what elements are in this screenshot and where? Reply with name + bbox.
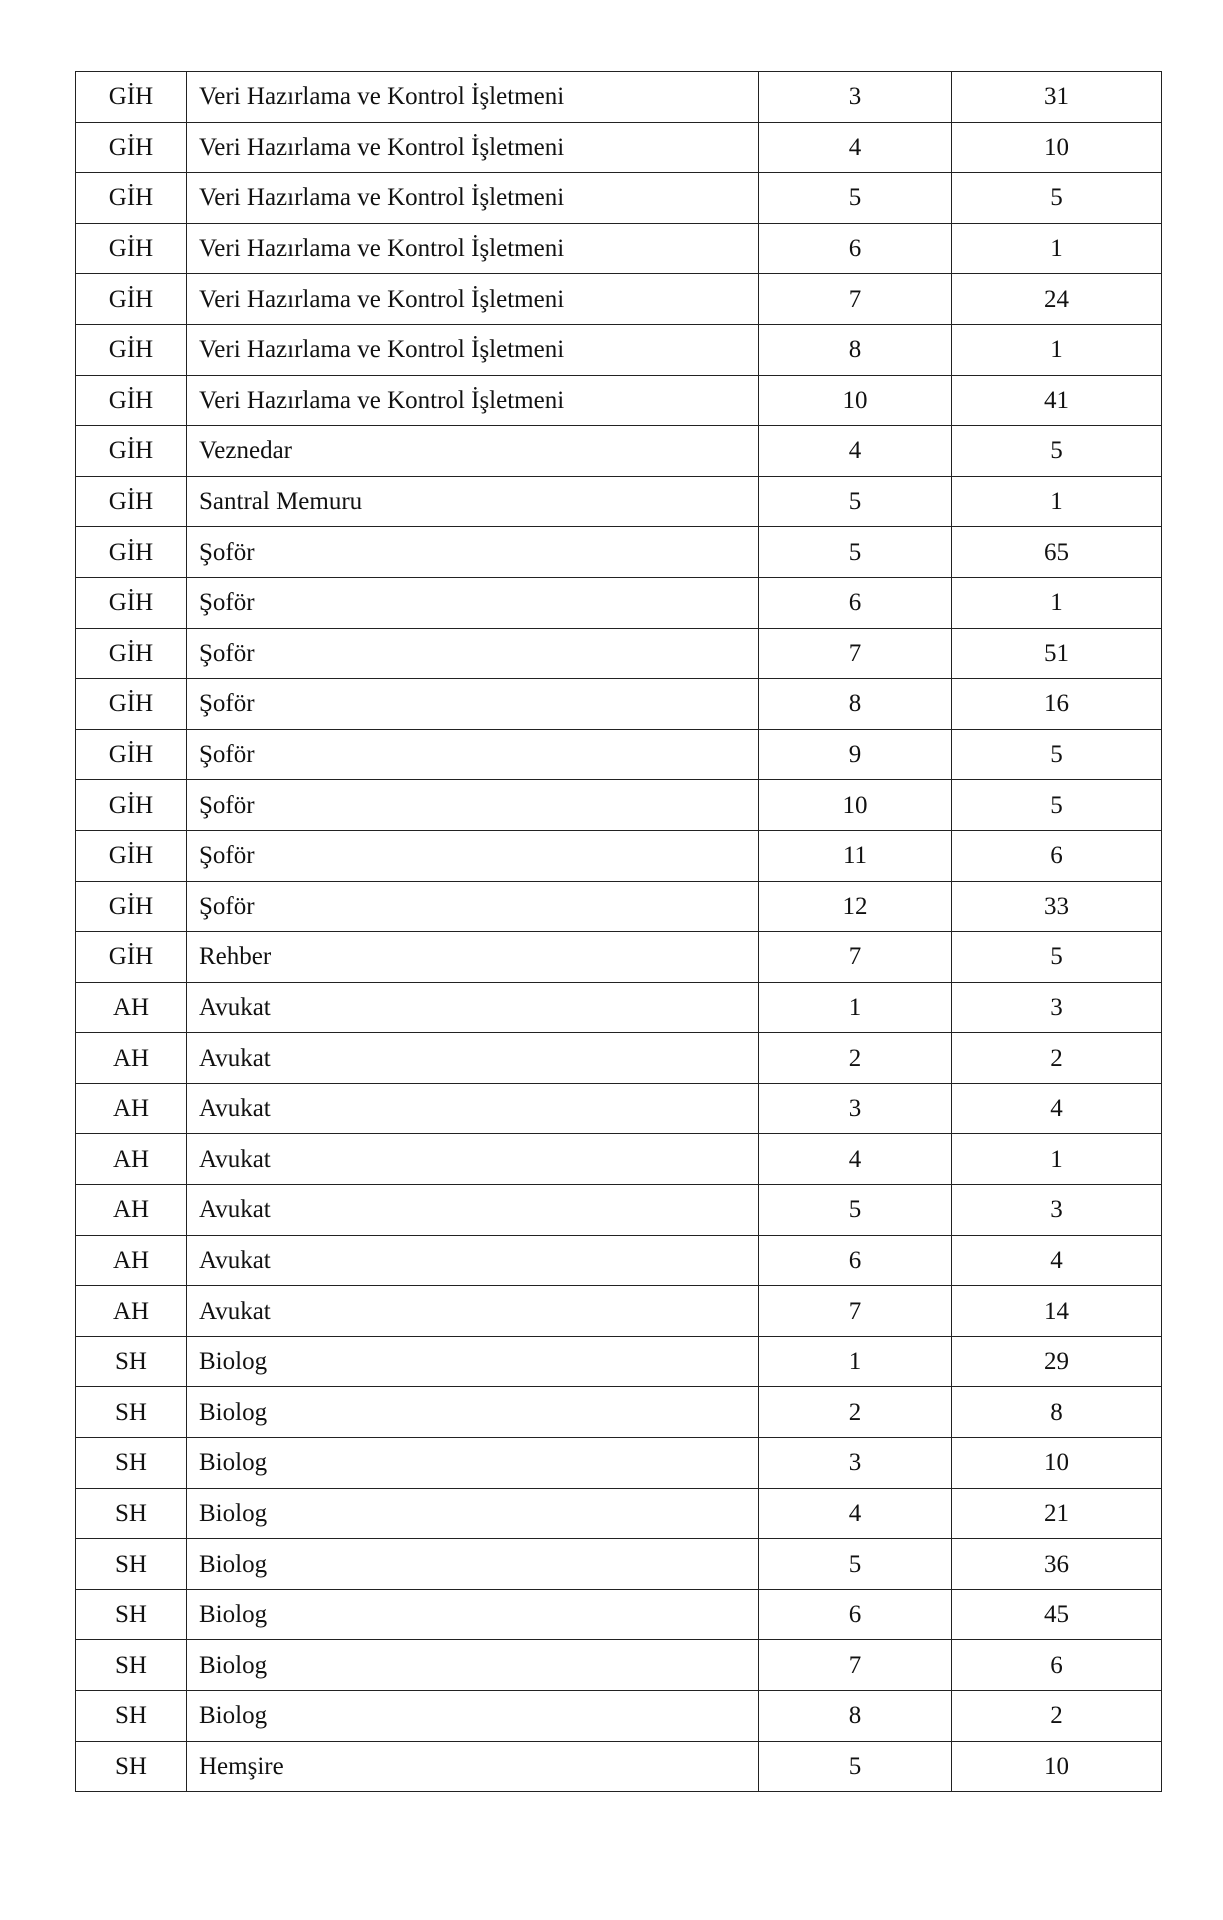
position-title-cell: Biolog <box>187 1387 759 1438</box>
grade-cell: 1 <box>759 982 952 1033</box>
grade-cell: 3 <box>759 1083 952 1134</box>
class-code-cell: AH <box>76 1083 187 1134</box>
position-title-cell: Avukat <box>187 982 759 1033</box>
position-title-cell: Avukat <box>187 1134 759 1185</box>
count-cell: 14 <box>952 1286 1162 1337</box>
count-cell: 16 <box>952 679 1162 730</box>
position-title-cell: Avukat <box>187 1286 759 1337</box>
grade-cell: 7 <box>759 1640 952 1691</box>
position-title-cell: Veri Hazırlama ve Kontrol İşletmeni <box>187 122 759 173</box>
table-row <box>76 1134 1162 1185</box>
count-cell: 29 <box>952 1336 1162 1387</box>
staff-table <box>75 71 1162 1792</box>
class-code-cell: GİH <box>76 830 187 881</box>
count-cell: 41 <box>952 375 1162 426</box>
table-row <box>76 1539 1162 1590</box>
grade-cell: 3 <box>759 72 952 123</box>
grade-cell: 5 <box>759 173 952 224</box>
table-row <box>76 881 1162 932</box>
grade-cell: 7 <box>759 628 952 679</box>
class-code-cell: GİH <box>76 881 187 932</box>
count-cell: 1 <box>952 476 1162 527</box>
position-title-cell: Şoför <box>187 780 759 831</box>
class-code-cell: GİH <box>76 375 187 426</box>
count-cell: 31 <box>952 72 1162 123</box>
position-title-cell: Santral Memuru <box>187 476 759 527</box>
grade-cell: 4 <box>759 1134 952 1185</box>
position-title-cell: Avukat <box>187 1185 759 1236</box>
table-row <box>76 527 1162 578</box>
count-cell: 1 <box>952 223 1162 274</box>
position-title-cell: Veri Hazırlama ve Kontrol İşletmeni <box>187 223 759 274</box>
grade-cell: 5 <box>759 1185 952 1236</box>
position-title-cell: Biolog <box>187 1488 759 1539</box>
grade-cell: 8 <box>759 324 952 375</box>
class-code-cell: GİH <box>76 527 187 578</box>
table-row <box>76 830 1162 881</box>
grade-cell: 10 <box>759 780 952 831</box>
count-cell: 1 <box>952 324 1162 375</box>
position-title-cell: Şoför <box>187 628 759 679</box>
grade-cell: 6 <box>759 1589 952 1640</box>
position-title-cell: Şoför <box>187 679 759 730</box>
count-cell: 65 <box>952 527 1162 578</box>
table-row <box>76 1185 1162 1236</box>
table-row <box>76 72 1162 123</box>
table-row <box>76 729 1162 780</box>
position-title-cell: Veri Hazırlama ve Kontrol İşletmeni <box>187 324 759 375</box>
class-code-cell: SH <box>76 1539 187 1590</box>
table-row <box>76 1488 1162 1539</box>
position-title-cell: Şoför <box>187 577 759 628</box>
position-title-cell: Veznedar <box>187 426 759 477</box>
position-title-cell: Avukat <box>187 1033 759 1084</box>
count-cell: 4 <box>952 1083 1162 1134</box>
grade-cell: 6 <box>759 577 952 628</box>
position-title-cell: Avukat <box>187 1235 759 1286</box>
class-code-cell: SH <box>76 1691 187 1742</box>
count-cell: 10 <box>952 1438 1162 1489</box>
grade-cell: 1 <box>759 1336 952 1387</box>
count-cell: 33 <box>952 881 1162 932</box>
table-row <box>76 932 1162 983</box>
position-title-cell: Şoför <box>187 830 759 881</box>
table-row <box>76 577 1162 628</box>
position-title-cell: Veri Hazırlama ve Kontrol İşletmeni <box>187 375 759 426</box>
class-code-cell: AH <box>76 982 187 1033</box>
class-code-cell: GİH <box>76 122 187 173</box>
grade-cell: 6 <box>759 1235 952 1286</box>
count-cell: 5 <box>952 932 1162 983</box>
class-code-cell: SH <box>76 1741 187 1792</box>
position-title-cell: Biolog <box>187 1691 759 1742</box>
grade-cell: 2 <box>759 1033 952 1084</box>
table-row <box>76 1438 1162 1489</box>
table-row <box>76 1691 1162 1742</box>
grade-cell: 3 <box>759 1438 952 1489</box>
class-code-cell: GİH <box>76 223 187 274</box>
table-row <box>76 1640 1162 1691</box>
table-row <box>76 1083 1162 1134</box>
count-cell: 4 <box>952 1235 1162 1286</box>
grade-cell: 9 <box>759 729 952 780</box>
table-row <box>76 1741 1162 1792</box>
count-cell: 5 <box>952 426 1162 477</box>
table-row <box>76 1033 1162 1084</box>
staff-table-body <box>76 72 1162 1792</box>
class-code-cell: GİH <box>76 577 187 628</box>
grade-cell: 5 <box>759 1741 952 1792</box>
count-cell: 2 <box>952 1033 1162 1084</box>
grade-cell: 5 <box>759 527 952 578</box>
position-title-cell: Veri Hazırlama ve Kontrol İşletmeni <box>187 173 759 224</box>
table-row <box>76 274 1162 325</box>
position-title-cell: Biolog <box>187 1589 759 1640</box>
class-code-cell: SH <box>76 1336 187 1387</box>
grade-cell: 12 <box>759 881 952 932</box>
grade-cell: 4 <box>759 426 952 477</box>
class-code-cell: SH <box>76 1387 187 1438</box>
class-code-cell: GİH <box>76 426 187 477</box>
class-code-cell: AH <box>76 1185 187 1236</box>
position-title-cell: Veri Hazırlama ve Kontrol İşletmeni <box>187 274 759 325</box>
class-code-cell: AH <box>76 1235 187 1286</box>
position-title-cell: Rehber <box>187 932 759 983</box>
table-row <box>76 476 1162 527</box>
table-row <box>76 324 1162 375</box>
grade-cell: 8 <box>759 1691 952 1742</box>
position-title-cell: Hemşire <box>187 1741 759 1792</box>
class-code-cell: SH <box>76 1589 187 1640</box>
grade-cell: 10 <box>759 375 952 426</box>
position-title-cell: Biolog <box>187 1539 759 1590</box>
table-row <box>76 375 1162 426</box>
count-cell: 5 <box>952 780 1162 831</box>
position-title-cell: Şoför <box>187 527 759 578</box>
grade-cell: 11 <box>759 830 952 881</box>
position-title-cell: Veri Hazırlama ve Kontrol İşletmeni <box>187 72 759 123</box>
position-title-cell: Biolog <box>187 1336 759 1387</box>
grade-cell: 7 <box>759 1286 952 1337</box>
table-row <box>76 1589 1162 1640</box>
position-title-cell: Biolog <box>187 1640 759 1691</box>
table-row <box>76 780 1162 831</box>
count-cell: 36 <box>952 1539 1162 1590</box>
grade-cell: 4 <box>759 122 952 173</box>
table-row <box>76 1286 1162 1337</box>
position-title-cell: Avukat <box>187 1083 759 1134</box>
table-row <box>76 1387 1162 1438</box>
class-code-cell: GİH <box>76 72 187 123</box>
count-cell: 1 <box>952 1134 1162 1185</box>
count-cell: 21 <box>952 1488 1162 1539</box>
class-code-cell: GİH <box>76 780 187 831</box>
class-code-cell: SH <box>76 1438 187 1489</box>
count-cell: 10 <box>952 1741 1162 1792</box>
count-cell: 1 <box>952 577 1162 628</box>
position-title-cell: Biolog <box>187 1438 759 1489</box>
count-cell: 5 <box>952 729 1162 780</box>
count-cell: 45 <box>952 1589 1162 1640</box>
class-code-cell: GİH <box>76 729 187 780</box>
grade-cell: 5 <box>759 476 952 527</box>
grade-cell: 8 <box>759 679 952 730</box>
table-row <box>76 628 1162 679</box>
position-title-cell: Şoför <box>187 881 759 932</box>
count-cell: 5 <box>952 173 1162 224</box>
class-code-cell: GİH <box>76 628 187 679</box>
count-cell: 3 <box>952 1185 1162 1236</box>
class-code-cell: SH <box>76 1640 187 1691</box>
class-code-cell: AH <box>76 1134 187 1185</box>
class-code-cell: AH <box>76 1286 187 1337</box>
grade-cell: 6 <box>759 223 952 274</box>
class-code-cell: SH <box>76 1488 187 1539</box>
class-code-cell: AH <box>76 1033 187 1084</box>
count-cell: 6 <box>952 1640 1162 1691</box>
count-cell: 3 <box>952 982 1162 1033</box>
grade-cell: 4 <box>759 1488 952 1539</box>
class-code-cell: GİH <box>76 173 187 224</box>
table-row <box>76 173 1162 224</box>
class-code-cell: GİH <box>76 932 187 983</box>
table-row <box>76 1336 1162 1387</box>
count-cell: 2 <box>952 1691 1162 1742</box>
table-row <box>76 982 1162 1033</box>
grade-cell: 5 <box>759 1539 952 1590</box>
position-title-cell: Şoför <box>187 729 759 780</box>
count-cell: 10 <box>952 122 1162 173</box>
grade-cell: 7 <box>759 932 952 983</box>
table-row <box>76 679 1162 730</box>
count-cell: 51 <box>952 628 1162 679</box>
table-row <box>76 426 1162 477</box>
table-row <box>76 223 1162 274</box>
class-code-cell: GİH <box>76 679 187 730</box>
table-row <box>76 122 1162 173</box>
class-code-cell: GİH <box>76 476 187 527</box>
grade-cell: 7 <box>759 274 952 325</box>
count-cell: 6 <box>952 830 1162 881</box>
count-cell: 8 <box>952 1387 1162 1438</box>
count-cell: 24 <box>952 274 1162 325</box>
class-code-cell: GİH <box>76 274 187 325</box>
grade-cell: 2 <box>759 1387 952 1438</box>
table-row <box>76 1235 1162 1286</box>
class-code-cell: GİH <box>76 324 187 375</box>
